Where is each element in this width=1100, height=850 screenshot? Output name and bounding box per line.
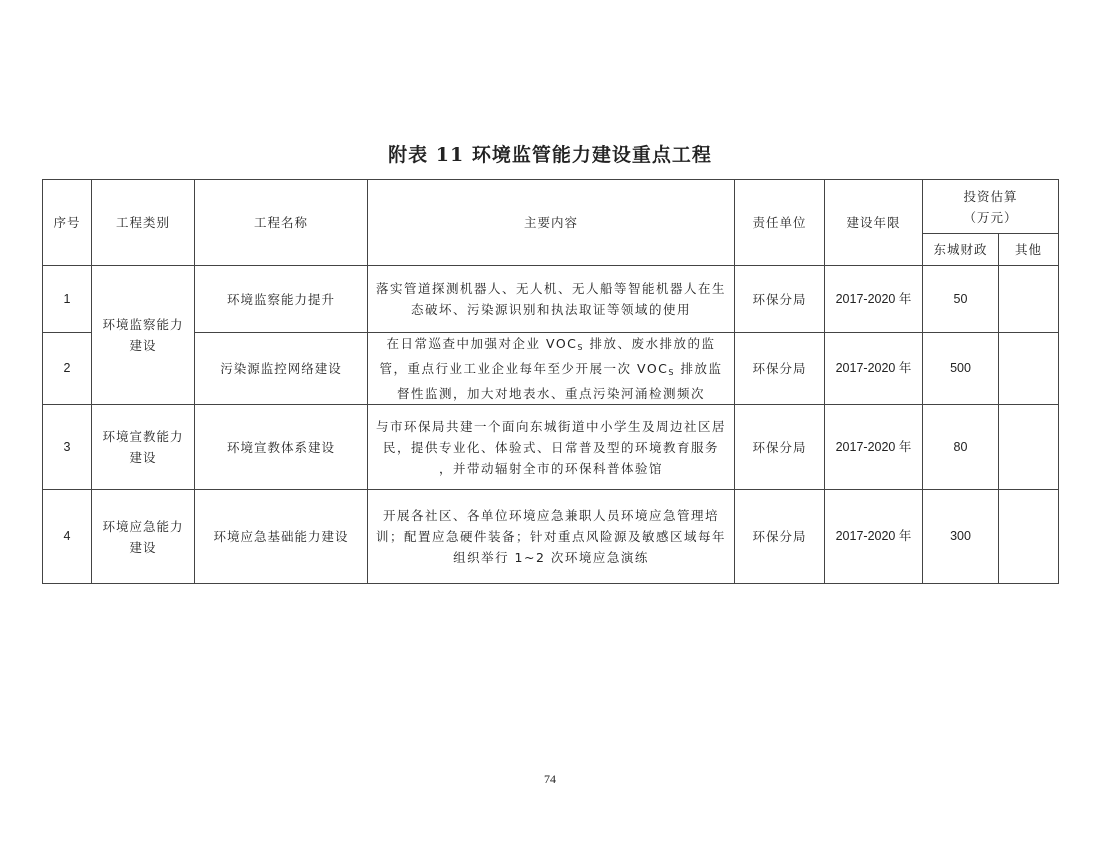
row-content: 与市环保局共建一个面向东城街道中小学生及周边社区居民，提供专业化、体验式、日常普及型的环境教育服务 ，并带动辐射全市的环保科普体验馆 [368, 405, 735, 490]
header-investment [923, 180, 1059, 234]
row-name: 污染源监控网络建设 [195, 333, 368, 405]
table-row [43, 490, 1059, 584]
page-title: 附表 11 环境监管能力建设重点工程 [388, 144, 712, 166]
row-unit: 环保分局 [735, 490, 825, 584]
row-content-part: 排放、废水排放的监管，重点行业工业企业每年至少开展一次 VOC [379, 336, 716, 376]
row-content-subscript: S [668, 368, 675, 377]
row-category: 环境应急能力建设 [92, 490, 195, 584]
row-unit: 环保分局 [735, 405, 825, 490]
row-other [999, 490, 1059, 584]
row-other [999, 405, 1059, 490]
header-unit: 责任单位 [735, 180, 825, 266]
header-row [43, 180, 1059, 234]
row-dongcheng: 50 [923, 266, 999, 333]
row-seq: 2 [43, 333, 92, 405]
row-period: 2017-2020 年 [825, 333, 923, 405]
row-seq: 4 [43, 490, 92, 584]
row-content-part: 排放监督性监测，加大对地表水、重点污染河涌检测频次 [396, 361, 723, 401]
table-row [43, 266, 1059, 333]
row-period: 2017-2020 年 [825, 266, 923, 333]
header-dongcheng: 东城财政 [923, 234, 999, 266]
row-unit: 环保分局 [735, 266, 825, 333]
row-category: 环境监察能力建设 [92, 266, 195, 405]
header-investment-unit: （万元） [963, 209, 1018, 225]
row-dongcheng: 300 [923, 490, 999, 584]
page-number: 74 [544, 772, 556, 786]
row-unit: 环保分局 [735, 333, 825, 405]
header-other: 其他 [999, 234, 1059, 266]
row-seq: 3 [43, 405, 92, 490]
projects-table [42, 179, 1059, 584]
header-category: 工程类别 [92, 180, 195, 266]
row-category: 环境宣教能力建设 [92, 405, 195, 490]
row-dongcheng: 80 [923, 405, 999, 490]
row-name: 环境宣教体系建设 [195, 405, 368, 490]
row-content-subscript: S [577, 343, 584, 352]
row-name: 环境应急基础能力建设 [195, 490, 368, 584]
row-name: 环境监察能力提升 [195, 266, 368, 333]
row-content-part: 在日常巡查中加强对企业 VOC [386, 336, 578, 351]
row-seq: 1 [43, 266, 92, 333]
header-name: 工程名称 [195, 180, 368, 266]
table-row [43, 333, 1059, 405]
row-content [368, 333, 735, 405]
row-other [999, 333, 1059, 405]
row-period: 2017-2020 年 [825, 490, 923, 584]
table-row [43, 405, 1059, 490]
header-investment-label: 投资估算 [963, 188, 1018, 204]
row-content: 开展各社区、各单位环境应急兼职人员环境应急管理培训；配置应急硬件装备；针对重点风险源及敏感区域每年组织举行 1~2 次环境应急演练 [368, 490, 735, 584]
header-seq: 序号 [43, 180, 92, 266]
row-content: 落实管道探测机器人、无人机、无人船等智能机器人在生态破坏、污染源识别和执法取证等领域的使用 [368, 266, 735, 333]
row-period: 2017-2020 年 [825, 405, 923, 490]
header-period: 建设年限 [825, 180, 923, 266]
row-dongcheng: 500 [923, 333, 999, 405]
row-other [999, 266, 1059, 333]
header-content: 主要内容 [368, 180, 735, 266]
